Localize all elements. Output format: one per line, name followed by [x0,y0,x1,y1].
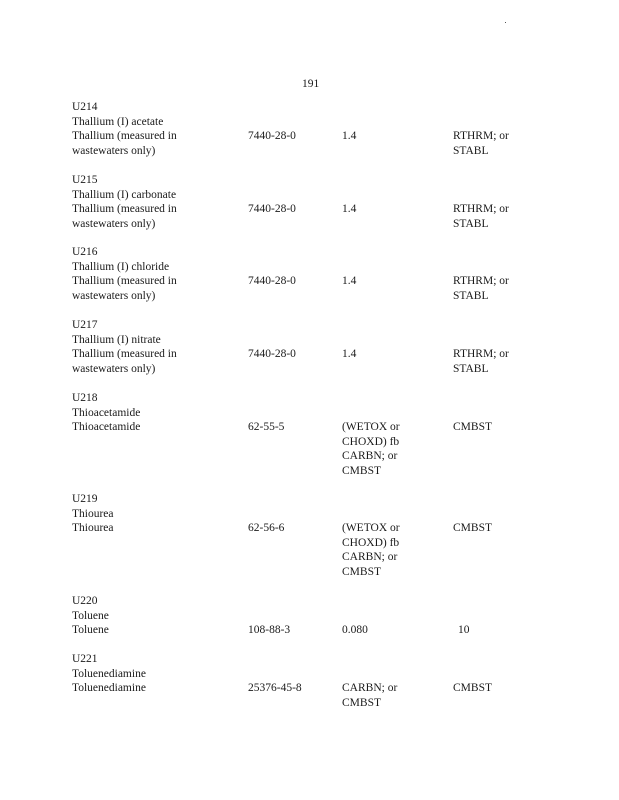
table-row [72,289,572,304]
waste-entry [72,492,572,579]
waste-name: Thiourea [72,507,114,520]
table-row [72,681,572,696]
constituent-line: wastewaters only) [72,144,156,157]
waste-entry [72,652,572,710]
waste-code: U221 [72,653,98,665]
waste-code: U218 [72,392,98,404]
waste-code: U216 [72,246,98,258]
cas-number: 7440-28-0 [248,275,296,287]
table-row [72,202,572,217]
concentration-line: 1.4 [342,275,357,287]
constituent-line: Thiourea [72,522,114,534]
constituent-line: Thallium (measured in [72,275,177,287]
concentration-line: (WETOX or [342,421,400,433]
constituent-line: Thallium (measured in [72,203,177,215]
waste-name: Thallium (I) nitrate [72,333,161,346]
cas-number: 7440-28-0 [248,348,296,360]
technology-line: STABL [453,362,489,375]
waste-entry [72,173,572,231]
constituent-line: wastewaters only) [72,289,156,302]
concentration-line: CARBN; or [342,450,398,462]
table-row [72,536,572,551]
table-row [72,274,572,289]
technology-line: 10 [458,624,470,636]
technology-line: RTHRM; or [453,348,509,360]
concentration-line: CMBST [342,696,381,709]
waste-name: Toluenediamine [72,667,146,680]
technology-line: CMBST [453,682,492,694]
technology-line: STABL [453,144,489,157]
table-row [72,565,572,580]
technology-line: STABL [453,289,489,302]
table-row [72,435,572,450]
page-number: 191 [302,78,320,90]
concentration-line: CHOXD) fb [342,435,400,448]
constituent-line: Toluenediamine [72,682,146,694]
waste-entry [72,100,572,158]
concentration-line: 1.4 [342,348,357,360]
table-row [72,362,572,377]
waste-code: U215 [72,174,98,186]
constituent-line: Thioacetamide [72,421,141,433]
constituent-line: Thallium (measured in [72,130,177,142]
concentration-line: (WETOX or [342,522,400,534]
cas-number: 7440-28-0 [248,203,296,215]
technology-line: RTHRM; or [453,275,509,287]
constituent-line: wastewaters only) [72,362,156,375]
constituent-line: wastewaters only) [72,217,156,230]
concentration-line: 1.4 [342,203,357,215]
waste-name: Thallium (I) carbonate [72,188,177,201]
constituent-line: Thallium (measured in [72,348,177,360]
concentration-line: CMBST [342,565,381,578]
waste-name: Thioacetamide [72,406,141,419]
concentration-line: CARBN; or [342,551,398,563]
cas-number: 62-55-5 [248,421,285,433]
concentration-line: CARBN; or [342,682,398,694]
waste-code: U220 [72,595,98,607]
waste-code: U219 [72,493,98,505]
table-row [72,550,572,565]
scan-speck [505,22,506,23]
waste-entry [72,245,572,303]
waste-code: U217 [72,319,98,331]
concentration-line: CHOXD) fb [342,536,400,549]
table-row [72,217,572,232]
technology-line: STABL [453,217,489,230]
table-row [72,696,572,711]
table-row [72,449,572,464]
waste-name: Thallium (I) chloride [72,260,170,273]
waste-entry [72,318,572,376]
concentration-line: CMBST [342,464,381,477]
cas-number: 62-56-6 [248,522,285,534]
waste-code: U214 [72,101,98,113]
table-row [72,144,572,159]
waste-entry [72,594,572,638]
table-row [72,521,572,536]
cas-number: 108-88-3 [248,624,291,636]
table-row [72,420,572,435]
waste-entry [72,391,572,478]
technology-line: CMBST [453,522,492,534]
waste-name: Thallium (I) acetate [72,115,164,128]
technology-line: CMBST [453,421,492,433]
table-row [72,464,572,479]
concentration-line: 0.080 [342,624,368,636]
table-row [72,623,572,638]
technology-line: RTHRM; or [453,203,509,215]
constituent-line: Toluene [72,624,109,636]
table-row [72,129,572,144]
waste-name: Toluene [72,609,109,622]
technology-line: RTHRM; or [453,130,509,142]
concentration-line: 1.4 [342,130,357,142]
cas-number: 25376-45-8 [248,682,302,694]
cas-number: 7440-28-0 [248,130,296,142]
table-row [72,347,572,362]
